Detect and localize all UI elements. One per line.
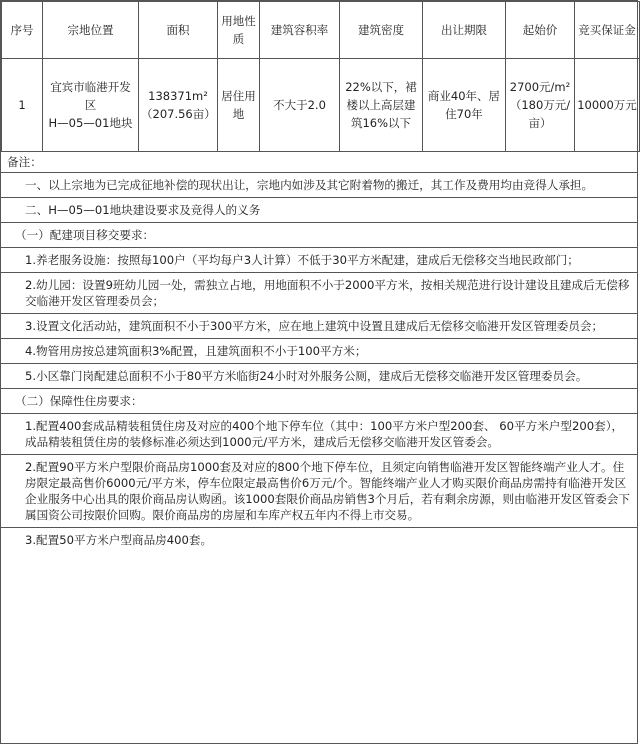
location-line1: 宜宾市临港开发区 bbox=[50, 80, 131, 112]
area-line1: 138371m² bbox=[148, 89, 208, 103]
section-handover-title: （一）配建项目移交要求： bbox=[1, 223, 637, 248]
price-line2: （180万元/亩） bbox=[509, 98, 571, 130]
header-term: 出让期限 bbox=[423, 2, 506, 59]
land-info-table bbox=[1, 1, 640, 152]
area-line2: （207.56亩） bbox=[141, 107, 216, 121]
cell-deposit: 10000万元 bbox=[575, 59, 640, 152]
section-housing-title: （二）保障性住房要求： bbox=[1, 389, 637, 414]
handover-item-4: 4.物管用房按总建筑面积3%配置，且建筑面积不小于100平方米； bbox=[1, 339, 637, 364]
price-line1: 2700元/m² bbox=[509, 80, 571, 94]
cell-location bbox=[43, 59, 139, 152]
header-use: 用地性质 bbox=[218, 2, 260, 59]
table-header-row bbox=[2, 2, 640, 59]
header-density: 建筑密度 bbox=[340, 2, 423, 59]
cell-area bbox=[139, 59, 218, 152]
handover-item-3: 3.设置文化活动站，建筑面积不小于300平方米，应在地上建筑中设置且建成后无偿移交临港开发区管理委员会； bbox=[1, 314, 637, 339]
header-far: 建筑容积率 bbox=[260, 2, 340, 59]
note-paragraph-1: 一、以上宗地为已完成征地补偿的现状出让，宗地内如涉及其它附着物的搬迁，其工作及费用均由竞得人承担。 bbox=[1, 173, 637, 198]
location-line2: H—05—01地块 bbox=[48, 116, 133, 130]
cell-use: 居住用地 bbox=[218, 59, 260, 152]
handover-item-5: 5.小区靠门岗配建总面积不小于80平方米临街24小时对外服务公厕，建成后无偿移交临港开发区管理委员会。 bbox=[1, 364, 637, 389]
cell-term: 商业40年、居住70年 bbox=[423, 59, 506, 152]
cell-index: 1 bbox=[2, 59, 43, 152]
housing-item-3: 3.配置50平方米户型商品房400套。 bbox=[25, 533, 213, 547]
header-area: 面积 bbox=[139, 2, 218, 59]
handover-item-2: 2.幼儿园：设置9班幼儿园一处，需独立占地，用地面积不小于2000平方米，按相关规范进行设计建设且建成后无偿移交临港开发区管理委员会； bbox=[1, 273, 637, 314]
header-location: 宗地位置 bbox=[43, 2, 139, 59]
housing-item-2: 2.配置90平方米户型限价商品房1000套及对应的800个地下停车位，且须定向销售临港开发区智能终端产业人才。住房限定最高售价6000元/平方米，停车位限定最高售价6万元/个。智能终端产业人才购买限价商品房需持有临港开发区企业服务中心出具的限价商品房认购函。该1000套限价商品房销售3个月后，若有剩余房源，则由临港开发区管委会下属国资公司按限价回购。限价商品房的房屋和车库产权五年内不得上市交易。 bbox=[1, 455, 637, 528]
handover-item-1: 1.养老服务设施：按照每100户（平均每户3人计算）不低于30平方米配建，建成后无偿移交当地民政部门； bbox=[1, 248, 637, 273]
header-price: 起始价 bbox=[506, 2, 575, 59]
cell-far: 不大于2.0 bbox=[260, 59, 340, 152]
notes-section bbox=[1, 152, 637, 552]
header-deposit: 竞买保证金 bbox=[575, 2, 640, 59]
notes-label: 备注： bbox=[1, 152, 637, 173]
header-index: 序号 bbox=[2, 2, 43, 59]
cell-density: 22%以下，裙楼以上高层建筑16%以下 bbox=[340, 59, 423, 152]
cell-price bbox=[506, 59, 575, 152]
housing-item-1: 1.配置400套成品精装租赁住房及对应的400个地下停车位（其中：100平方米户型200套、 60平方米户型200套），成品精装租赁住房的装修标准必须达到1000元/平方米，建成后无偿移交临港开发区管委会。 bbox=[1, 414, 637, 455]
table-row bbox=[2, 59, 640, 152]
note-paragraph-2: 二、H—05—01地块建设要求及竞得人的义务 bbox=[1, 198, 637, 223]
